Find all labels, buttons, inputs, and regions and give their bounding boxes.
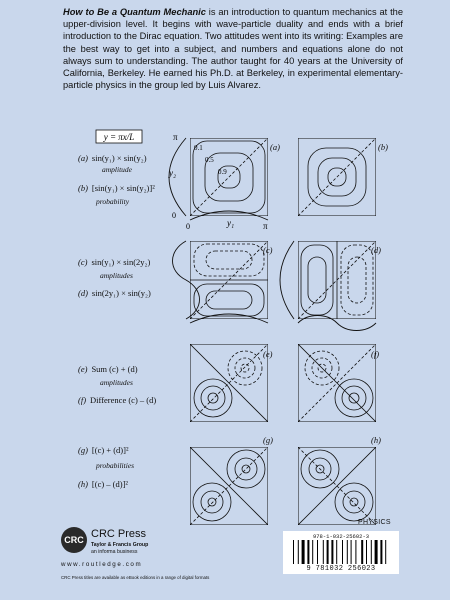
axis-pi-top: π (173, 132, 178, 142)
caption-h: (h) [(c) – (d)]² (78, 479, 128, 489)
publisher-group: Taylor & Francis Group (91, 542, 149, 548)
axis-zero-y: 0 (172, 211, 176, 220)
panel-e (190, 344, 268, 422)
caption-a-sub: amplitude (102, 165, 132, 174)
caption-c-sub: amplitudes (100, 271, 133, 280)
isbn-top-text: 978-1-032-25602-3 (312, 533, 370, 540)
panel-tag-h: (h) (371, 435, 381, 445)
panel-b (298, 138, 376, 216)
publisher-url: www.routledge.com (61, 561, 143, 568)
publisher-informa: an informa business (91, 549, 138, 555)
definition-text: y = πx/L (103, 132, 135, 142)
caption-e-sub: amplitudes (100, 378, 133, 387)
axis-y1-label: y₁ (227, 218, 235, 228)
isbn-bottom-text: 9 781032 256023 (306, 565, 376, 573)
axis-y2-label: y₂ (169, 168, 177, 178)
panel-tag-d: (d) (371, 245, 381, 255)
panel-tag-e: (e) (263, 349, 273, 359)
category-label: PHYSICS (358, 519, 391, 526)
blurb-text: is an introduction to quantum mechanics at the upper-division level. It begins with wave-particle duality and ends with a brief introduction to the Dirac equation. Two attitudes went into its writing: Examples are the best way to get into a subject, and numbers and equations alone do not always sum to understanding. The author taught for 40 years at the University of California, Berkeley. He earned his Ph.D. at Berkeley, in experimental elementary-particle physics in the group led by Luis Alvarez. (63, 7, 403, 91)
contour-level-0-5: 0.5 (205, 156, 214, 164)
panel-c (190, 241, 268, 319)
caption-c: (c) sin(y₁) × sin(2y₂) (78, 257, 151, 267)
caption-b-sub: probability (96, 197, 130, 206)
book-title: How to Be a Quantum Mechanic (63, 7, 206, 17)
panel-f (298, 344, 376, 422)
panel-d (298, 241, 376, 319)
panel-g (190, 447, 268, 525)
panel-tag-a: (a) (270, 142, 280, 152)
axis-zero-x: 0 (186, 222, 190, 231)
panel-tag-b: (b) (378, 142, 388, 152)
publisher-name: CRC Press (91, 528, 147, 540)
crc-logo-icon: CRC (61, 527, 87, 553)
caption-g-sub: probabilities (96, 461, 135, 470)
caption-e: (e) Sum (c) + (d) (78, 364, 138, 374)
caption-b: (b) [sin(y₁) × sin(y₂)]² (78, 183, 155, 193)
isbn-barcode (283, 531, 399, 574)
contour-level-0-9: 0.9 (218, 168, 227, 176)
caption-a: (a) sin(y₁) × sin(y₂) (78, 153, 147, 163)
contour-level-0-1: 0.1 (194, 144, 203, 152)
ebook-note: CRC Press titles are available as eBook editions in a range of digital formats (61, 575, 210, 580)
caption-f: (f) Difference (c) – (d) (78, 395, 157, 405)
panel-h (298, 447, 376, 525)
caption-d: (d) sin(2y₁) × sin(y₂) (78, 288, 151, 298)
axis-pi-right: π (263, 221, 268, 231)
panel-tag-g: (g) (263, 435, 273, 445)
sine-curve-left-d (280, 241, 294, 319)
barcode-bars (293, 540, 389, 564)
panel-tag-c: (c) (263, 245, 273, 255)
caption-g: (g) [(c) + (d)]² (78, 445, 129, 455)
panel-tag-f: (f) (371, 349, 380, 359)
